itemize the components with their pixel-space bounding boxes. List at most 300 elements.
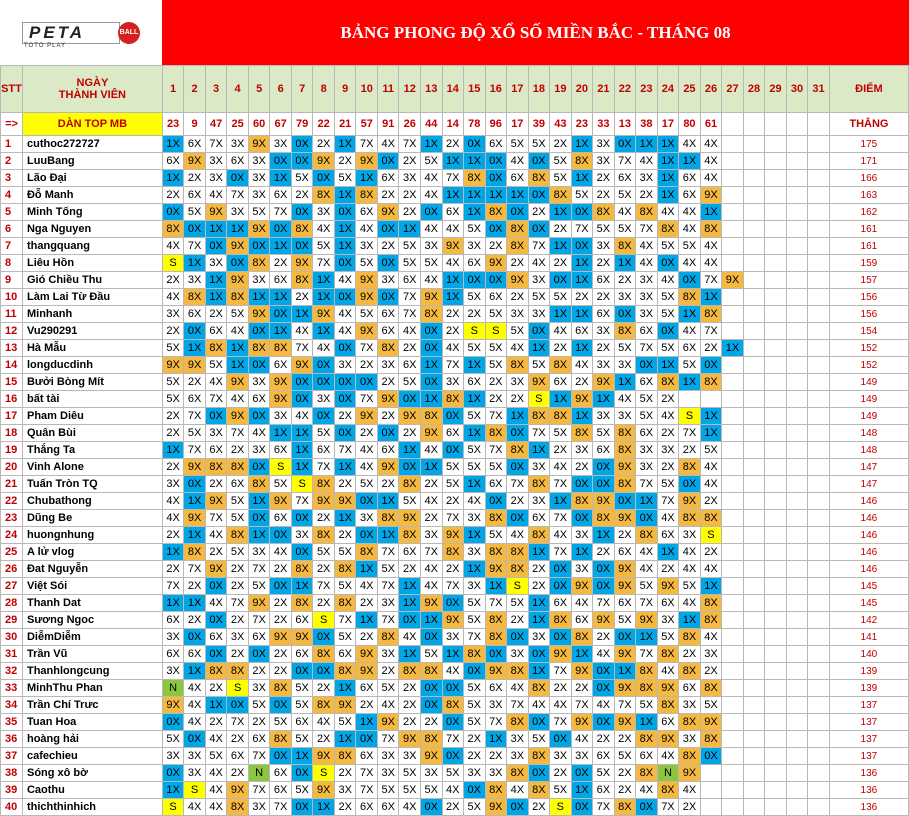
header-day-5: 5 [248, 66, 270, 113]
day-cell: 3X [356, 510, 378, 527]
row-stt: 30 [1, 629, 23, 646]
day-cell: 9X [377, 714, 399, 731]
day-cell: 5X [528, 136, 550, 153]
day-cell: 5X [291, 697, 313, 714]
header-day-6: 6 [270, 66, 292, 113]
day-cell: 2X [550, 442, 572, 459]
top-number: 22 [313, 113, 335, 136]
day-cell: 1X [550, 391, 572, 408]
member-points: 171 [829, 153, 908, 170]
day-cell: 4X [313, 221, 335, 238]
day-cell: 0X [593, 663, 615, 680]
day-cell [722, 306, 744, 323]
day-cell: 8X [507, 765, 529, 782]
day-cell [765, 340, 787, 357]
day-cell: 0X [485, 170, 507, 187]
day-cell: 1X [205, 697, 227, 714]
member-name: Đỗ Manh [22, 187, 162, 204]
day-cell: 2X [291, 289, 313, 306]
day-cell [786, 612, 808, 629]
day-cell: 3X [421, 765, 443, 782]
day-cell: 2X [571, 680, 593, 697]
day-cell [722, 204, 744, 221]
day-cell: 8X [227, 289, 249, 306]
day-cell: 7X [507, 476, 529, 493]
table-row [1, 357, 909, 374]
day-cell: 5X [291, 782, 313, 799]
day-cell: 5X [614, 612, 636, 629]
table-row [1, 748, 909, 765]
day-cell: 1X [162, 595, 184, 612]
day-cell [722, 289, 744, 306]
member-points: 137 [829, 748, 908, 765]
day-cell: 5X [485, 459, 507, 476]
day-cell: 5X [227, 493, 249, 510]
day-cell: 7X [657, 493, 679, 510]
day-cell: 2X [162, 323, 184, 340]
day-cell: 4X [227, 391, 249, 408]
day-cell: 3X [507, 731, 529, 748]
day-cell: 1X [356, 170, 378, 187]
member-name: huongnhung [22, 527, 162, 544]
member-name: Làm Lai Từ Đầu [22, 289, 162, 306]
day-cell [786, 646, 808, 663]
top-row [1, 113, 909, 136]
table-row [1, 680, 909, 697]
day-cell: 8X [528, 680, 550, 697]
day-cell: 6X [248, 629, 270, 646]
day-cell: 5X [700, 442, 722, 459]
day-cell: 1X [679, 374, 701, 391]
day-cell: 8X [421, 408, 443, 425]
day-cell [786, 799, 808, 816]
day-cell: 7X [421, 544, 443, 561]
day-cell [808, 799, 830, 816]
day-cell: 8X [657, 697, 679, 714]
member-points: 161 [829, 221, 908, 238]
day-cell: 2X [614, 782, 636, 799]
day-cell: 1X [291, 442, 313, 459]
day-cell: 0X [593, 578, 615, 595]
day-cell [722, 476, 744, 493]
day-cell: 8X [227, 663, 249, 680]
day-cell: 1X [700, 425, 722, 442]
day-cell: 1X [421, 612, 443, 629]
day-cell: 9X [722, 272, 744, 289]
day-cell [765, 595, 787, 612]
day-cell: 3X [248, 544, 270, 561]
day-cell [743, 561, 765, 578]
day-cell: 1X [248, 493, 270, 510]
day-cell: 6X [399, 272, 421, 289]
day-cell: 7X [636, 340, 658, 357]
day-cell [743, 374, 765, 391]
day-cell: 1X [571, 782, 593, 799]
member-points: 147 [829, 459, 908, 476]
day-cell: 2X [270, 561, 292, 578]
day-cell: 7X [334, 612, 356, 629]
day-cell [743, 595, 765, 612]
day-cell: 8X [205, 340, 227, 357]
day-cell: 7X [248, 561, 270, 578]
day-cell: 7X [205, 510, 227, 527]
day-cell: 4X [528, 255, 550, 272]
header-member-label: THÀNH VIÊN [58, 89, 127, 101]
day-cell: 8X [334, 561, 356, 578]
day-cell: 4X [184, 799, 206, 816]
day-cell: 3X [614, 357, 636, 374]
day-cell: 4X [184, 714, 206, 731]
day-cell: 1X [593, 527, 615, 544]
day-cell: 0X [248, 408, 270, 425]
row-stt: 39 [1, 782, 23, 799]
day-cell [765, 544, 787, 561]
day-cell: 0X [442, 408, 464, 425]
member-points: 154 [829, 323, 908, 340]
day-cell: 4X [507, 153, 529, 170]
day-cell: 3X [442, 374, 464, 391]
day-cell: 1X [399, 595, 421, 612]
day-cell: 0X [657, 255, 679, 272]
day-cell: 9X [657, 578, 679, 595]
day-cell: 2X [442, 561, 464, 578]
day-cell [700, 765, 722, 782]
day-cell: 3X [464, 238, 486, 255]
day-cell: 7X [442, 578, 464, 595]
day-cell: 0X [507, 204, 529, 221]
day-cell: 0X [528, 323, 550, 340]
day-cell: 1X [700, 408, 722, 425]
day-cell: 6X [550, 595, 572, 612]
row-stt: 18 [1, 425, 23, 442]
day-cell: 5X [507, 595, 529, 612]
day-cell [786, 340, 808, 357]
day-cell: 7X [614, 697, 636, 714]
day-cell: 0X [636, 510, 658, 527]
day-cell: 9X [421, 748, 443, 765]
row-stt: 40 [1, 799, 23, 816]
day-cell: 5X [356, 255, 378, 272]
member-name: Quân Bùi [22, 425, 162, 442]
day-cell [765, 408, 787, 425]
day-cell: 2X [399, 425, 421, 442]
day-cell: 6X [485, 289, 507, 306]
day-cell: 1X [184, 663, 206, 680]
day-cell: 9X [356, 153, 378, 170]
day-cell: 7X [162, 578, 184, 595]
day-cell: 8X [205, 459, 227, 476]
day-cell [743, 408, 765, 425]
day-cell: 2X [313, 136, 335, 153]
day-cell [786, 782, 808, 799]
day-cell: 5X [464, 459, 486, 476]
day-cell: 3X [528, 629, 550, 646]
day-cell: 0X [184, 323, 206, 340]
day-cell: 3X [291, 527, 313, 544]
day-cell: 7X [571, 697, 593, 714]
day-cell: 0X [334, 340, 356, 357]
table-row [1, 459, 909, 476]
day-cell: 1X [421, 136, 443, 153]
day-cell [743, 578, 765, 595]
day-cell: 1X [442, 289, 464, 306]
header-day-11: 11 [377, 66, 399, 113]
day-cell: 5X [614, 748, 636, 765]
day-cell: 0X [528, 765, 550, 782]
day-cell [722, 629, 744, 646]
day-cell: 0X [184, 731, 206, 748]
day-cell: 0X [550, 272, 572, 289]
day-cell: 8X [291, 595, 313, 612]
top-number [765, 113, 787, 136]
day-cell: 9X [356, 663, 378, 680]
row-stt: 36 [1, 731, 23, 748]
top-number: 67 [270, 113, 292, 136]
day-cell: 0X [248, 238, 270, 255]
day-cell [743, 714, 765, 731]
day-cell: 4X [550, 459, 572, 476]
day-cell: 2X [334, 408, 356, 425]
header-day-23: 23 [636, 66, 658, 113]
day-cell: 8X [679, 663, 701, 680]
member-name: Caothu [22, 782, 162, 799]
day-cell: 4X [442, 255, 464, 272]
day-cell: 4X [636, 255, 658, 272]
day-cell: 8X [636, 204, 658, 221]
day-cell: 8X [679, 748, 701, 765]
day-cell: 4X [636, 561, 658, 578]
day-cell: 6X [593, 306, 615, 323]
day-cell: 8X [528, 748, 550, 765]
day-cell: 2X [399, 561, 421, 578]
row-stt: 6 [1, 221, 23, 238]
day-cell: 5X [162, 374, 184, 391]
day-cell: 0X [485, 646, 507, 663]
table-row [1, 340, 909, 357]
day-cell: 9X [248, 136, 270, 153]
header-day-9: 9 [334, 66, 356, 113]
day-cell [743, 255, 765, 272]
day-cell: 2X [593, 187, 615, 204]
day-cell [765, 714, 787, 731]
day-cell [808, 425, 830, 442]
day-cell: 2X [593, 289, 615, 306]
day-cell: 5X [550, 782, 572, 799]
row-stt: 21 [1, 476, 23, 493]
day-cell: 6X [550, 374, 572, 391]
member-name: Nga Nguyen [22, 221, 162, 238]
day-cell [722, 136, 744, 153]
day-cell: 0X [162, 765, 184, 782]
member-name: Bưởi Bòng Mít [22, 374, 162, 391]
row-stt: 26 [1, 561, 23, 578]
day-cell: 9X [700, 187, 722, 204]
day-cell: 4X [464, 493, 486, 510]
day-cell: 5X [464, 799, 486, 816]
day-cell: 0X [571, 799, 593, 816]
day-cell: 5X [550, 289, 572, 306]
day-cell: 9X [184, 357, 206, 374]
day-cell: S [485, 323, 507, 340]
table-row [1, 476, 909, 493]
day-cell [786, 493, 808, 510]
top-number [808, 113, 830, 136]
day-cell: 4X [550, 527, 572, 544]
day-cell: 2X [507, 612, 529, 629]
day-cell [786, 391, 808, 408]
member-name: Đat Nguyễn [22, 561, 162, 578]
table-row [1, 272, 909, 289]
day-cell: 1X [464, 357, 486, 374]
day-cell: 9X [162, 697, 184, 714]
day-cell: 4X [313, 340, 335, 357]
day-cell: 7X [377, 578, 399, 595]
day-cell [765, 459, 787, 476]
day-cell: 2X [399, 714, 421, 731]
day-cell: 1X [334, 680, 356, 697]
day-cell: 7X [700, 323, 722, 340]
member-name: Thắng Ta [22, 442, 162, 459]
day-cell: 7X [550, 476, 572, 493]
day-cell: 4X [334, 306, 356, 323]
day-cell: 7X [528, 425, 550, 442]
day-cell: 2X [399, 187, 421, 204]
day-cell [786, 476, 808, 493]
day-cell: 5X [464, 714, 486, 731]
day-cell: 9X [270, 391, 292, 408]
day-cell: 2X [334, 476, 356, 493]
day-cell: 2X [679, 442, 701, 459]
day-cell: 1X [270, 238, 292, 255]
day-cell: 0X [528, 153, 550, 170]
day-cell: 4X [377, 697, 399, 714]
day-cell: 2X [162, 272, 184, 289]
day-cell: 9X [507, 272, 529, 289]
day-cell: 0X [464, 782, 486, 799]
top-number: 9 [184, 113, 206, 136]
day-cell: 4X [162, 493, 184, 510]
day-cell [722, 510, 744, 527]
day-cell: 6X [679, 680, 701, 697]
day-cell: 9X [270, 374, 292, 391]
day-cell: 0X [421, 680, 443, 697]
top-number: 44 [421, 113, 443, 136]
day-cell: 2X [464, 306, 486, 323]
day-cell: 3X [593, 408, 615, 425]
day-cell: 0X [571, 510, 593, 527]
day-cell: 0X [377, 289, 399, 306]
day-cell [743, 391, 765, 408]
day-cell: 5X [162, 391, 184, 408]
header-day-1: 1 [162, 66, 184, 113]
top-number: 57 [356, 113, 378, 136]
day-cell: 8X [700, 510, 722, 527]
day-cell [786, 289, 808, 306]
day-cell: 1X [657, 187, 679, 204]
day-cell: 1X [270, 170, 292, 187]
day-cell [765, 663, 787, 680]
day-cell: 1X [464, 561, 486, 578]
day-cell: 1X [162, 442, 184, 459]
day-cell: 9X [248, 221, 270, 238]
day-cell: S [679, 408, 701, 425]
day-cell: 0X [334, 425, 356, 442]
day-cell: 7X [464, 629, 486, 646]
day-cell: 0X [162, 204, 184, 221]
day-cell: 3X [657, 612, 679, 629]
day-cell: 5X [614, 221, 636, 238]
day-cell: 4X [593, 697, 615, 714]
day-cell: N [657, 765, 679, 782]
day-cell: 3X [184, 765, 206, 782]
day-cell: 3X [636, 442, 658, 459]
member-points: 163 [829, 187, 908, 204]
day-cell [743, 612, 765, 629]
day-cell: 0X [507, 510, 529, 527]
day-cell: 5X [464, 221, 486, 238]
day-cell: 1X [571, 255, 593, 272]
day-cell: 6X [399, 544, 421, 561]
day-cell: 4X [421, 170, 443, 187]
day-cell [722, 170, 744, 187]
day-cell: 5X [442, 459, 464, 476]
day-cell: 1X [291, 748, 313, 765]
day-cell: 2X [593, 255, 615, 272]
day-cell: 6X [162, 646, 184, 663]
day-cell: 1X [657, 170, 679, 187]
day-cell: 8X [614, 323, 636, 340]
table-row [1, 731, 909, 748]
day-cell: 9X [356, 289, 378, 306]
day-cell: 3X [636, 272, 658, 289]
day-cell: 0X [291, 153, 313, 170]
day-cell: 0X [571, 204, 593, 221]
day-cell: 1X [162, 544, 184, 561]
day-cell: 0X [399, 391, 421, 408]
day-cell: 2X [593, 544, 615, 561]
day-cell [808, 459, 830, 476]
table-row [1, 697, 909, 714]
day-cell: 2X [485, 748, 507, 765]
day-cell: 7X [485, 442, 507, 459]
top-number: 96 [485, 113, 507, 136]
day-cell: 6X [184, 646, 206, 663]
header-day-29: 29 [765, 66, 787, 113]
day-cell: 5X [485, 340, 507, 357]
day-cell [808, 170, 830, 187]
day-cell: 4X [442, 340, 464, 357]
day-cell: 1X [528, 544, 550, 561]
day-cell [808, 714, 830, 731]
day-cell: 8X [313, 527, 335, 544]
day-cell [743, 527, 765, 544]
logo-ball-icon: BALL [118, 22, 140, 44]
day-cell: 1X [162, 782, 184, 799]
day-cell [786, 595, 808, 612]
day-cell: 1X [636, 714, 658, 731]
day-cell: 2X [700, 493, 722, 510]
day-cell: 5X [205, 357, 227, 374]
top-row-marker: => [1, 113, 23, 136]
day-cell: 5X [399, 765, 421, 782]
day-cell: 3X [377, 595, 399, 612]
row-stt: 11 [1, 306, 23, 323]
day-cell: 8X [442, 544, 464, 561]
day-cell [743, 323, 765, 340]
day-cell: 9X [227, 272, 249, 289]
day-cell: 0X [636, 799, 658, 816]
header-day-4: 4 [227, 66, 249, 113]
